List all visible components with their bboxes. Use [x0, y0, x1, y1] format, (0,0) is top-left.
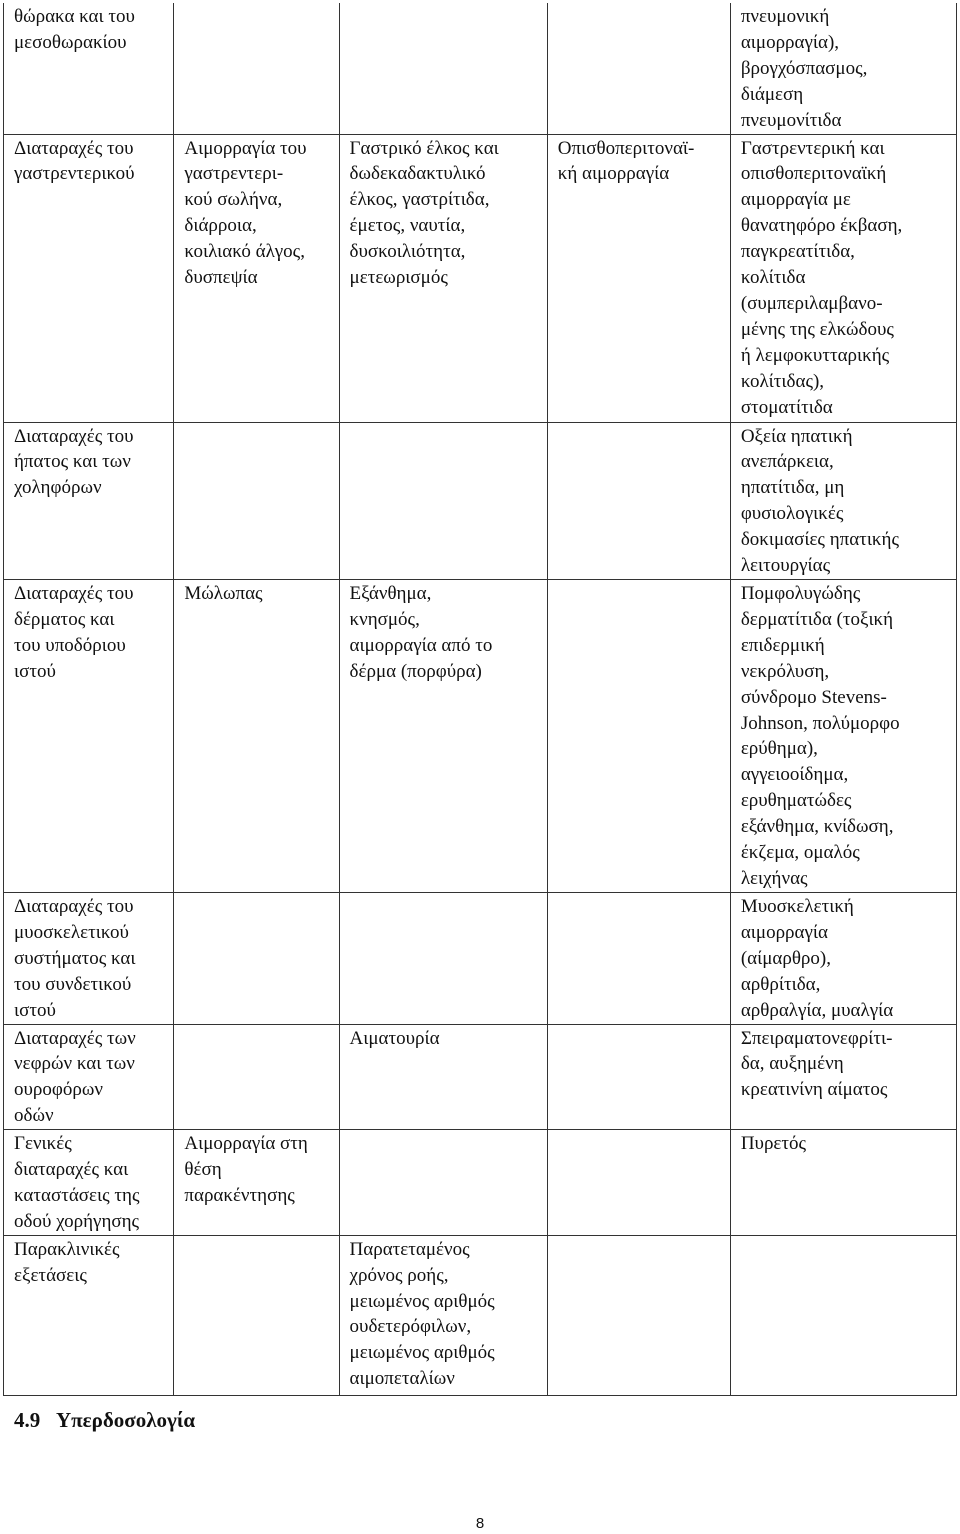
system-organ-class-cell: Διαταραχές του γαστρεντερικού [4, 134, 174, 422]
table-cell: Γαστρεντερική και οπισθοπεριτοναϊκή αιμορραγία με θανατηφόρο έκβαση, παγκρεατίτιδα, κολίτιδα (συμπεριλαμβανο- μένης της ελκώδους ή λεμφοκυτταρικής κολίτιδας), στοματίτιδα [730, 134, 956, 422]
system-organ-class-cell: Παρακλινικές εξετάσεις [4, 1235, 174, 1395]
table-cell [730, 1235, 956, 1395]
table-row [4, 422, 957, 579]
table-cell: Μυοσκελετική αιμορραγία (αίμαρθρο), αρθρίτιδα, αρθραλγία, μυαλγία [730, 892, 956, 1024]
table-cell: Αιμορραγία στη θέση παρακέντησης [174, 1130, 339, 1236]
system-organ-class-cell: Διαταραχές του μυοσκελετικού συστήματος και του συνδετικού ιστού [4, 892, 174, 1024]
table-row [4, 134, 957, 422]
table-cell: Αιμορραγία του γαστρεντερι- κού σωλήνα, διάρροια, κοιλιακό άλγος, δυσπεψία [174, 134, 339, 422]
table-row [4, 579, 957, 892]
table-cell [547, 3, 730, 134]
table-cell [339, 892, 547, 1024]
table-cell [547, 1235, 730, 1395]
table-row [4, 1130, 957, 1236]
table-row [4, 1235, 957, 1395]
table-cell [174, 422, 339, 579]
system-organ-class-cell: Διαταραχές του δέρματος και του υποδόριου ιστού [4, 579, 174, 892]
table-cell [547, 1130, 730, 1236]
table-cell: Εξάνθημα, κνησμός, αιμορραγία από το δέρμα (πορφύρα) [339, 579, 547, 892]
adverse-reactions-table [3, 3, 957, 1396]
table-cell [174, 892, 339, 1024]
table-cell [339, 1130, 547, 1236]
table-row [4, 892, 957, 1024]
table-cell: Πυρετός [730, 1130, 956, 1236]
table-cell: Οξεία ηπατική ανεπάρκεια, ηπατίτιδα, μη φυσιολογικές δοκιμασίες ηπατικής λειτουργίας [730, 422, 956, 579]
table-cell: Γαστρικό έλκος και δωδεκαδακτυλικό έλκος, γαστρίτιδα, έμετος, ναυτία, δυσκοιλιότητα, μετεωρισμός [339, 134, 547, 422]
table-cell: Σπειραματονεφρίτι- δα, αυξημένη κρεατινίνη αίματος [730, 1024, 956, 1130]
table-row [4, 3, 957, 134]
table-cell [547, 579, 730, 892]
table-cell [547, 892, 730, 1024]
table-cell [174, 3, 339, 134]
system-organ-class-cell: Γενικές διαταραχές και καταστάσεις της οδού χορήγησης [4, 1130, 174, 1236]
system-organ-class-cell: Διαταραχές των νεφρών και των ουροφόρων οδών [4, 1024, 174, 1130]
table-cell [339, 422, 547, 579]
table-cell: πνευμονική αιμορραγία), βρογχόσπασμος, διάμεση πνευμονίτιδα [730, 3, 956, 134]
table-cell: Παρατεταμένος χρόνος ροής, μειωμένος αριθμός ουδετερόφιλων, μειωμένος αριθμός αιμοπεταλίων [339, 1235, 547, 1395]
table-cell [339, 3, 547, 134]
system-organ-class-cell: θώρακα και του μεσοθωρακίου [4, 3, 174, 134]
table-cell: Οπισθοπεριτοναϊ- κή αιμορραγία [547, 134, 730, 422]
table-cell: Πομφολυγώδης δερματίτιδα (τοξική επιδερμική νεκρόλυση, σύνδρομο Stevens- Johnson, πολύμορφο ερύθημα), αγγειοοίδημα, ερυθηματώδες εξάνθημα, κνίδωση, έκζεμα, ομαλός λειχήνας [730, 579, 956, 892]
page-number: 8 [475, 1515, 485, 1532]
system-organ-class-cell: Διαταραχές του ήπατος και των χοληφόρων [4, 422, 174, 579]
table-cell [174, 1024, 339, 1130]
table-cell [547, 1024, 730, 1130]
table-cell: Μώλωπας [174, 579, 339, 892]
table-row [4, 1024, 957, 1130]
table-cell [547, 422, 730, 579]
table-cell: Αιματουρία [339, 1024, 547, 1130]
table-cell [174, 1235, 339, 1395]
section-heading: 4.9 Υπερδοσολογία [14, 1408, 196, 1432]
